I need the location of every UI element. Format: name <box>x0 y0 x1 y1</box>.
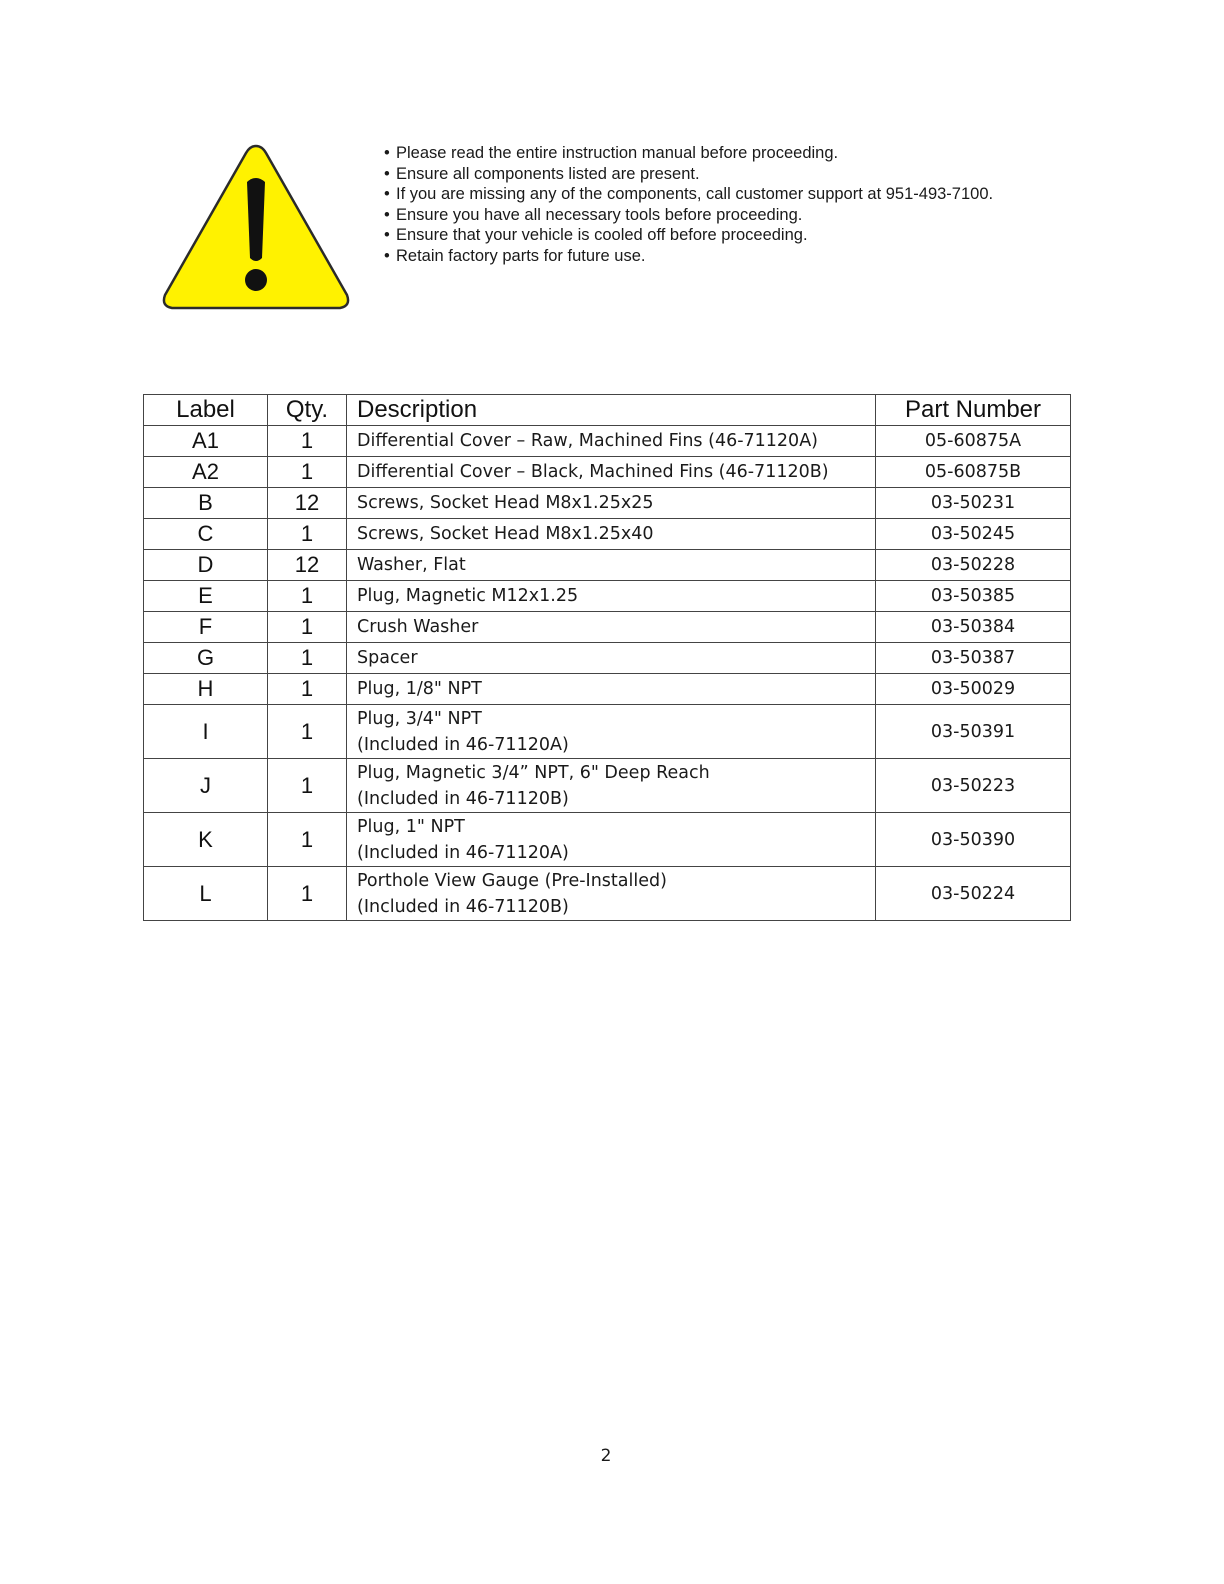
cell-description <box>347 457 876 488</box>
description-line: (Included in 46-71120B) <box>357 788 569 809</box>
table-row <box>144 519 1071 550</box>
description-line: Washer, Flat <box>357 555 466 575</box>
cell-part-number: 03-50224 <box>876 867 1071 921</box>
cell-qty: 1 <box>268 612 347 643</box>
cell-description <box>347 643 876 674</box>
cell-part-number: 03-50384 <box>876 612 1071 643</box>
precaution-item: • If you are missing any of the components, call customer support at 951-493-7100. <box>384 184 993 205</box>
table-row <box>144 612 1071 643</box>
cell-part-number: 03-50245 <box>876 519 1071 550</box>
cell-label: C <box>144 519 268 550</box>
cell-qty: 1 <box>268 519 347 550</box>
precaution-item: • Ensure all components listed are present. <box>384 164 993 185</box>
cell-label: K <box>144 813 268 867</box>
cell-description <box>347 674 876 705</box>
cell-part-number: 03-50223 <box>876 759 1071 813</box>
table-row <box>144 674 1071 705</box>
cell-qty: 1 <box>268 867 347 921</box>
cell-qty: 1 <box>268 426 347 457</box>
cell-description <box>347 550 876 581</box>
description-line: Differential Cover – Raw, Machined Fins (46-71120A) <box>357 431 818 451</box>
table-row <box>144 759 1071 813</box>
cell-description <box>347 813 876 867</box>
page-number: 2 <box>600 1446 612 1466</box>
cell-label: A2 <box>144 457 268 488</box>
cell-qty: 1 <box>268 813 347 867</box>
cell-description <box>347 867 876 921</box>
description-line: (Included in 46-71120A) <box>357 734 569 755</box>
cell-label: G <box>144 643 268 674</box>
cell-label: E <box>144 581 268 612</box>
description-line: Plug, Magnetic M12x1.25 <box>357 586 579 606</box>
cell-part-number: 03-50390 <box>876 813 1071 867</box>
cell-qty: 1 <box>268 705 347 759</box>
cell-description <box>347 759 876 813</box>
cell-label: J <box>144 759 268 813</box>
precaution-item: • Ensure you have all necessary tools before proceeding. <box>384 205 993 226</box>
table-row <box>144 705 1071 759</box>
description-line: Plug, Magnetic 3/4” NPT, 6" Deep Reach <box>357 762 710 783</box>
description-line: Screws, Socket Head M8x1.25x40 <box>357 524 654 544</box>
cell-part-number: 03-50029 <box>876 674 1071 705</box>
description-line: Crush Washer <box>357 617 479 637</box>
cell-description <box>347 581 876 612</box>
cell-part-number: 03-50387 <box>876 643 1071 674</box>
table-header-row <box>144 395 1071 426</box>
table-row <box>144 643 1071 674</box>
cell-label: L <box>144 867 268 921</box>
description-line: Screws, Socket Head M8x1.25x25 <box>357 493 654 513</box>
cell-qty: 12 <box>268 488 347 519</box>
precaution-item: • Ensure that your vehicle is cooled off before proceeding. <box>384 225 993 246</box>
cell-description <box>347 426 876 457</box>
cell-label: D <box>144 550 268 581</box>
cell-part-number: 05-60875B <box>876 457 1071 488</box>
description-line: Plug, 3/4" NPT <box>357 708 482 729</box>
header-description: Description <box>347 395 876 426</box>
table-row <box>144 581 1071 612</box>
description-line: Plug, 1/8" NPT <box>357 679 482 699</box>
description-line: (Included in 46-71120B) <box>357 896 569 917</box>
cell-qty: 12 <box>268 550 347 581</box>
precaution-list <box>384 143 993 266</box>
cell-part-number: 03-50228 <box>876 550 1071 581</box>
header-part-number: Part Number <box>876 395 1071 426</box>
cell-description <box>347 612 876 643</box>
cell-label: F <box>144 612 268 643</box>
table-row <box>144 488 1071 519</box>
cell-description <box>347 519 876 550</box>
cell-label: H <box>144 674 268 705</box>
cell-part-number: 03-50391 <box>876 705 1071 759</box>
cell-label: I <box>144 705 268 759</box>
table-row <box>144 426 1071 457</box>
table-row <box>144 813 1071 867</box>
description-line: (Included in 46-71120A) <box>357 842 569 863</box>
cell-part-number: 03-50385 <box>876 581 1071 612</box>
cell-label: A1 <box>144 426 268 457</box>
description-line: Differential Cover – Black, Machined Fins (46-71120B) <box>357 462 829 482</box>
table-row <box>144 457 1071 488</box>
cell-part-number: 03-50231 <box>876 488 1071 519</box>
precaution-item: • Retain factory parts for future use. <box>384 246 993 267</box>
cell-qty: 1 <box>268 674 347 705</box>
description-line: Plug, 1" NPT <box>357 816 465 837</box>
header-qty: Qty. <box>268 395 347 426</box>
cell-description <box>347 705 876 759</box>
cell-qty: 1 <box>268 759 347 813</box>
parts-table <box>143 394 1071 921</box>
precaution-item: • Please read the entire instruction manual before proceeding. <box>384 143 993 164</box>
cell-qty: 1 <box>268 457 347 488</box>
cell-label: B <box>144 488 268 519</box>
description-line: Spacer <box>357 648 418 668</box>
cell-description <box>347 488 876 519</box>
cell-qty: 1 <box>268 643 347 674</box>
table-row <box>144 550 1071 581</box>
warning-triangle-icon <box>158 140 354 314</box>
description-line: Porthole View Gauge (Pre-Installed) <box>357 870 667 891</box>
cell-part-number: 05-60875A <box>876 426 1071 457</box>
cell-qty: 1 <box>268 581 347 612</box>
table-row <box>144 867 1071 921</box>
header-label: Label <box>144 395 268 426</box>
